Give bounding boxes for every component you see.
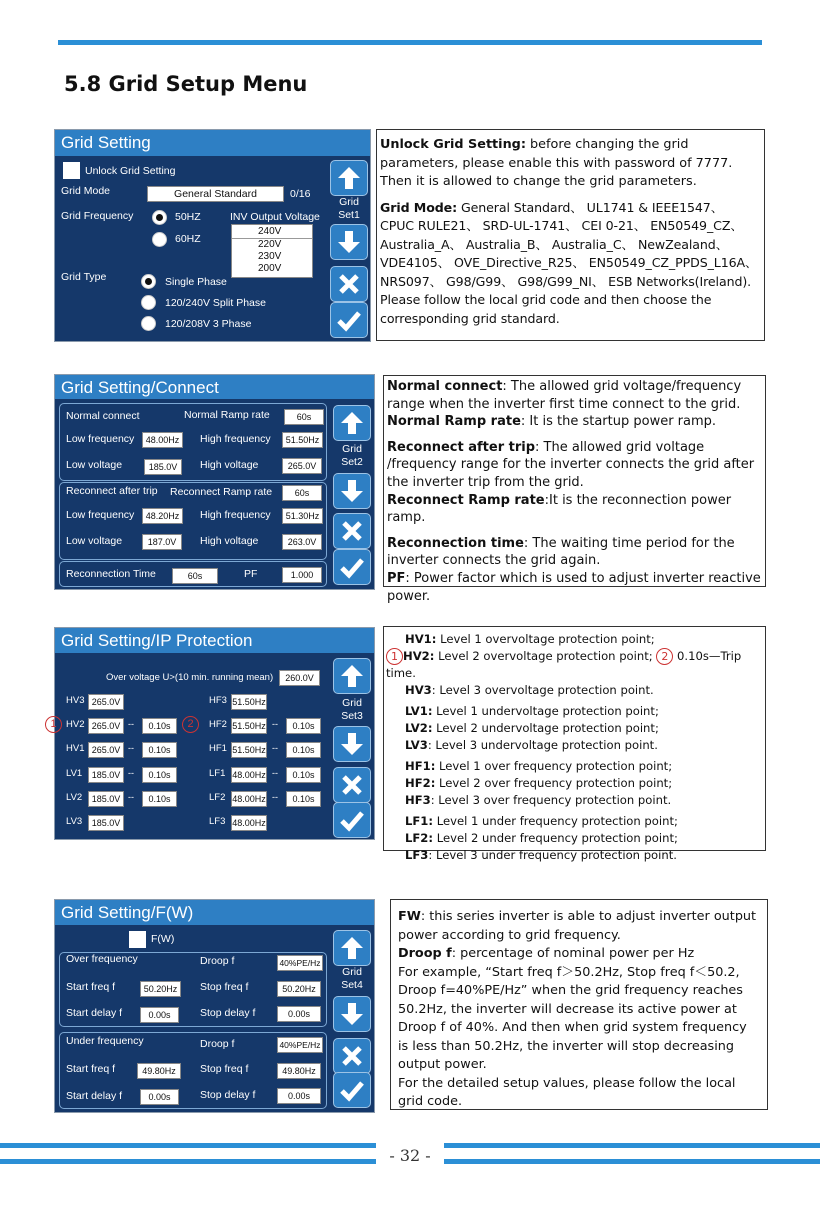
lf3-desc: : Level 3 under frequency protection point. <box>428 848 677 862</box>
ip-left-time[interactable]: 0.10s <box>142 767 177 783</box>
uf-stop-delay-label: Stop delay f <box>200 1089 256 1101</box>
reconnect-trip-term: Reconnect after trip <box>387 439 536 455</box>
droop-desc: : percentage of nominal power per Hz <box>451 946 695 961</box>
hv3-term: HV3 <box>405 683 432 697</box>
grid-frequency-label: Grid Frequency <box>61 210 134 222</box>
nc-low-freq-label: Low frequency <box>66 433 135 445</box>
lv2-desc: Level 2 undervoltage protection point; <box>432 721 659 735</box>
uf-start-freq-field[interactable]: 49.80Hz <box>137 1063 181 1079</box>
grid-connect-description <box>383 375 766 604</box>
reconnect-after-trip-label: Reconnect after trip <box>66 485 158 497</box>
screen-title: Grid Setting/IP Protection <box>55 628 374 653</box>
confirm-button[interactable] <box>333 1072 371 1108</box>
rc-high-freq-field[interactable]: 51.30Hz <box>282 508 323 524</box>
close-icon <box>339 518 365 544</box>
of-start-delay-field[interactable]: 0.00s <box>140 1007 179 1023</box>
hf2-desc: Level 2 over frequency protection point; <box>435 776 673 790</box>
ip-left-dash: -- <box>128 743 134 753</box>
uf-droop-field[interactable]: 40%PE/Hz <box>277 1037 323 1053</box>
set-label-bottom: Set1 <box>338 209 360 221</box>
ip-right-time[interactable]: 0.10s <box>286 718 321 734</box>
ip-left-time[interactable]: 0.10s <box>142 742 177 758</box>
ip-right-label: LF3 <box>209 816 226 827</box>
reconnection-time-label: Reconnection Time <box>66 568 156 580</box>
set-label-top: Grid <box>342 697 362 709</box>
uf-droop-label: Droop f <box>200 1038 235 1050</box>
side-controls <box>333 658 371 836</box>
rc-high-volt-field[interactable]: 263.0V <box>282 534 322 550</box>
of-start-delay-label: Start delay f <box>66 1007 123 1019</box>
ip-left-dash: -- <box>128 792 134 802</box>
nc-high-volt-label: High voltage <box>200 459 259 471</box>
check-icon <box>339 1077 365 1103</box>
rc-low-freq-label: Low frequency <box>66 509 135 521</box>
grid-connect-screen <box>54 374 375 590</box>
close-icon <box>336 271 362 297</box>
ip-left-label: HV1 <box>66 743 85 754</box>
ip-left-value[interactable]: 185.0V <box>88 791 124 807</box>
of-start-freq-field[interactable]: 50.20Hz <box>140 981 181 997</box>
normal-connect-label: Normal connect <box>66 410 140 422</box>
ip-right-label: HF3 <box>209 695 227 706</box>
normal-ramp-term: Normal Ramp rate <box>387 414 521 430</box>
confirm-button[interactable] <box>333 549 371 585</box>
ip-right-value[interactable]: 48.00Hz <box>231 815 267 831</box>
of-start-freq-label: Start freq f <box>66 981 116 993</box>
reconnection-time-desc: : The waiting time period for the inverter connects the grid again. <box>387 535 735 569</box>
unlock-checkbox[interactable] <box>63 162 80 179</box>
up-button[interactable] <box>333 405 371 441</box>
ip-right-time[interactable]: 0.10s <box>286 767 321 783</box>
arrow-down-icon <box>339 731 365 757</box>
single-phase-label: Single Phase <box>165 276 227 288</box>
ip-left-label: LV2 <box>66 792 83 803</box>
hv2-desc: Level 2 overvoltage protection point; <box>434 649 653 663</box>
arrow-up-icon <box>339 663 365 689</box>
ip-left-value[interactable]: 265.0V <box>88 742 124 758</box>
up-button[interactable] <box>330 160 368 196</box>
footer-rule-left-1 <box>0 1143 376 1148</box>
uf-stop-freq-field[interactable]: 49.80Hz <box>277 1063 321 1079</box>
hv1-desc: Level 1 overvoltage protection point; <box>436 632 655 646</box>
voltage-option[interactable]: 230V <box>258 251 282 262</box>
arrow-down-icon <box>339 1001 365 1027</box>
ip-protection-description <box>383 626 766 862</box>
ip-right-dash: -- <box>272 792 278 802</box>
top-rule <box>58 40 762 45</box>
rc-low-freq-field[interactable]: 48.20Hz <box>142 508 183 524</box>
ip-right-label: HF1 <box>209 743 227 754</box>
freq-60-label: 60HZ <box>175 233 201 245</box>
ip-left-value[interactable]: 265.0V <box>88 694 124 710</box>
lf3-term: LF3 <box>405 848 429 862</box>
split-phase-label: 120/240V Split Phase <box>165 297 266 309</box>
normal-ramp-field[interactable]: 60s <box>284 409 324 425</box>
pf-term: PF <box>387 570 406 586</box>
fw-example: For example, “Start freq f＞50.2Hz, Stop freq f＜50.2, Droop f=40%PE/Hz” when the grid frequency reaches 50.2Hz, the inverter will decrease its active power at Droop f of 40%. And then when grid system frequency is less than 50.2Hz, the inverter will stop decreasing output power. <box>398 964 747 1072</box>
reconnect-trip-desc: : The allowed grid voltage /frequency range for the inverter connects the grid after the inverter trip from the grid. <box>387 439 755 490</box>
over-voltage-label: Over voltage U>(10 min. running mean) <box>106 672 274 683</box>
down-button[interactable] <box>333 726 371 762</box>
freq-50-label: 50HZ <box>175 211 201 223</box>
voltage-dropdown[interactable] <box>231 224 313 278</box>
fw-term: FW <box>398 909 421 924</box>
rc-high-volt-label: High voltage <box>200 535 259 547</box>
three-phase-radio[interactable] <box>141 316 156 331</box>
hf2-term: HF2: <box>405 776 436 790</box>
up-button[interactable] <box>333 658 371 694</box>
lv1-desc: Level 1 undervoltage protection point; <box>432 704 659 718</box>
over-voltage-field[interactable]: 260.0V <box>279 670 320 686</box>
marker-2-text: 2 <box>656 648 673 665</box>
footer-rule-right-1 <box>444 1143 820 1148</box>
check-icon <box>339 807 365 833</box>
droop-term: Droop f <box>398 946 452 961</box>
hf3-desc: : Level 3 over frequency protection point. <box>430 793 672 807</box>
down-button[interactable] <box>330 224 368 260</box>
footer-rule-left-2 <box>0 1159 376 1164</box>
fw-description <box>390 899 768 1110</box>
nc-low-volt-field[interactable]: 185.0V <box>144 459 182 475</box>
normal-ramp-desc: : It is the startup power ramp. <box>520 414 717 430</box>
pf-desc: : Power factor which is used to adjust inverter reactive power. <box>387 570 761 604</box>
single-phase-radio[interactable] <box>141 274 156 289</box>
lf1-term: LF1: <box>405 814 434 828</box>
ip-protection-screen <box>54 627 375 840</box>
normal-connect-term: Normal connect <box>387 379 503 394</box>
confirm-button[interactable] <box>330 302 368 338</box>
ip-left-label: HV3 <box>66 695 85 706</box>
uf-stop-freq-label: Stop freq f <box>200 1063 249 1075</box>
uf-start-freq-label: Start freq f <box>66 1063 116 1075</box>
ip-right-dash: -- <box>272 768 278 778</box>
trip-time-note: 0.10s—Trip time. <box>386 649 742 680</box>
grid-setting-description <box>376 129 765 341</box>
footer-rule-right-2 <box>444 1159 820 1164</box>
ip-right-value[interactable]: 48.00Hz <box>231 791 267 807</box>
reconnection-time-term: Reconnection time <box>387 535 524 551</box>
nc-high-freq-field[interactable]: 51.50Hz <box>282 432 323 448</box>
ip-left-dash: -- <box>128 768 134 778</box>
side-controls <box>333 405 371 585</box>
side-controls <box>333 930 371 1108</box>
ip-left-value[interactable]: 265.0V <box>88 718 124 734</box>
ip-left-label: LV1 <box>66 768 83 779</box>
lv1-term: LV1: <box>405 704 433 718</box>
rc-high-freq-label: High frequency <box>200 509 271 521</box>
marker-1: 1 <box>45 716 62 733</box>
arrow-up-icon <box>336 165 362 191</box>
lv3-term: LV3 <box>405 738 428 752</box>
screen-title: Grid Setting/Connect <box>55 375 374 399</box>
ip-right-label: LF1 <box>209 768 226 779</box>
ip-left-label: LV3 <box>66 816 83 827</box>
ip-right-label: LF2 <box>209 792 226 803</box>
reconnect-ramp-term: Reconnect Ramp rate <box>387 492 545 508</box>
lf2-term: LF2: <box>405 831 434 845</box>
grid-setting-screen <box>54 129 371 342</box>
down-button[interactable] <box>333 996 371 1032</box>
of-droop-field[interactable]: 40%PE/Hz <box>277 955 323 971</box>
down-button[interactable] <box>333 473 371 509</box>
hv1-term: HV1: <box>405 632 437 646</box>
ip-right-dash: -- <box>272 719 278 729</box>
nc-low-volt-label: Low voltage <box>66 459 123 471</box>
rc-low-volt-label: Low voltage <box>66 535 123 547</box>
marker-2: 2 <box>182 716 199 733</box>
ip-right-dash: -- <box>272 743 278 753</box>
inv-output-voltage-label: INV Output Voltage <box>230 211 320 223</box>
set-label-bottom: Set4 <box>341 979 363 991</box>
under-frequency-label: Under frequency <box>66 1035 144 1047</box>
fw-detailed-note: For the detailed setup values, please follow the local grid code. <box>398 1075 736 1109</box>
section-title: 5.8 Grid Setup Menu <box>64 72 308 96</box>
ip-right-value[interactable]: 51.50Hz <box>231 742 267 758</box>
nc-low-freq-field[interactable]: 48.00Hz <box>142 432 183 448</box>
lf1-desc: Level 1 under frequency protection point; <box>433 814 678 828</box>
of-stop-freq-label: Stop freq f <box>200 981 249 993</box>
voltage-option[interactable]: 220V <box>258 239 282 250</box>
ip-left-dash: -- <box>128 719 134 729</box>
screen-title: Grid Setting <box>55 130 370 156</box>
arrow-down-icon <box>336 229 362 255</box>
ip-right-time[interactable]: 0.10s <box>286 742 321 758</box>
set-label-top: Grid <box>339 196 359 208</box>
unlock-desc: before changing the grid parameters, please enable this with password of 7777. Then it is allowed to change the grid parameters. <box>380 137 733 189</box>
pf-label: PF <box>244 568 258 580</box>
up-button[interactable] <box>333 930 371 966</box>
set-label-top: Grid <box>342 966 362 978</box>
grid-type-label: Grid Type <box>61 271 107 283</box>
ip-left-value[interactable]: 185.0V <box>88 815 124 831</box>
set-label-bottom: Set3 <box>341 710 363 722</box>
ip-left-time[interactable]: 0.10s <box>142 791 177 807</box>
ip-right-value[interactable]: 51.50Hz <box>231 694 267 710</box>
set-label-bottom: Set2 <box>341 456 363 468</box>
set-label-top: Grid <box>342 443 362 455</box>
lv2-term: LV2: <box>405 721 433 735</box>
ip-right-value[interactable]: 51.50Hz <box>231 718 267 734</box>
ip-right-label: HF2 <box>209 719 227 730</box>
fw-checkbox[interactable] <box>129 931 146 948</box>
close-icon <box>339 772 365 798</box>
lv3-desc: : Level 3 undervoltage protection point. <box>427 738 658 752</box>
lf2-desc: Level 2 under frequency protection point; <box>433 831 678 845</box>
three-phase-label: 120/208V 3 Phase <box>165 318 252 330</box>
nc-high-freq-label: High frequency <box>200 433 271 445</box>
grid-mode-label: Grid Mode <box>61 185 111 197</box>
ip-left-label: HV2 <box>66 719 85 730</box>
unlock-term: Unlock Grid Setting: <box>380 137 526 152</box>
pf-field[interactable]: 1.000 <box>282 567 322 583</box>
freq-50-radio[interactable] <box>152 210 167 225</box>
reconnection-time-field[interactable]: 60s <box>172 568 218 584</box>
cancel-button[interactable] <box>333 1038 371 1074</box>
close-icon <box>339 1043 365 1069</box>
cancel-button[interactable] <box>330 266 368 302</box>
marker-1-text: 1 <box>386 648 403 665</box>
ip-right-time[interactable]: 0.10s <box>286 791 321 807</box>
hf1-term: HF1: <box>405 759 436 773</box>
of-stop-freq-field[interactable]: 50.20Hz <box>277 981 321 997</box>
of-droop-label: Droop f <box>200 955 235 967</box>
of-stop-delay-field[interactable]: 0.00s <box>277 1006 321 1022</box>
rc-low-volt-field[interactable]: 187.0V <box>142 534 182 550</box>
uf-stop-delay-field[interactable]: 0.00s <box>277 1088 321 1104</box>
cancel-button[interactable] <box>333 513 371 549</box>
uf-start-delay-label: Start delay f <box>66 1090 123 1102</box>
hv3-desc: : Level 3 overvoltage protection point. <box>431 683 654 697</box>
hv2-term: HV2: <box>403 649 435 663</box>
fw-label: F(W) <box>151 933 175 945</box>
split-phase-radio[interactable] <box>141 295 156 310</box>
voltage-option[interactable]: 240V <box>232 225 312 239</box>
nc-high-volt-field[interactable]: 265.0V <box>282 458 322 474</box>
page-number: - 32 - <box>389 1146 431 1165</box>
check-icon <box>339 554 365 580</box>
normal-connect-desc: : The allowed grid voltage/frequency range when the inverter first time connect to the grid. <box>387 379 742 412</box>
normal-ramp-label: Normal Ramp rate <box>184 409 270 421</box>
screen-title: Grid Setting/F(W) <box>55 900 374 925</box>
fw-desc: : this series inverter is able to adjust inverter output power according to grid frequency. <box>398 909 757 943</box>
arrow-down-icon <box>339 478 365 504</box>
arrow-up-icon <box>339 410 365 436</box>
of-stop-delay-label: Stop delay f <box>200 1007 256 1019</box>
ip-right-value[interactable]: 48.00Hz <box>231 767 267 783</box>
grid-mode-select[interactable]: General Standard <box>147 186 284 202</box>
voltage-option[interactable]: 200V <box>258 263 282 274</box>
uf-start-delay-field[interactable]: 0.00s <box>140 1089 179 1105</box>
reconnect-ramp-desc: :It is the reconnection power ramp. <box>387 492 732 526</box>
hf3-term: HF3 <box>405 793 431 807</box>
cancel-button[interactable] <box>333 767 371 803</box>
check-icon <box>336 307 362 333</box>
ip-left-time[interactable]: 0.10s <box>142 718 177 734</box>
confirm-button[interactable] <box>333 802 371 838</box>
arrow-up-icon <box>339 935 365 961</box>
grid-mode-index: 0/16 <box>290 188 311 200</box>
unlock-label: Unlock Grid Setting <box>85 165 176 177</box>
over-frequency-label: Over frequency <box>66 953 138 965</box>
side-controls <box>330 160 368 338</box>
hf1-desc: Level 1 over frequency protection point; <box>435 759 673 773</box>
reconnect-ramp-field[interactable]: 60s <box>282 485 322 501</box>
freq-60-radio[interactable] <box>152 232 167 247</box>
ip-left-value[interactable]: 185.0V <box>88 767 124 783</box>
grid-mode-term: Grid Mode: <box>380 199 458 215</box>
fw-screen <box>54 899 375 1113</box>
reconnect-ramp-label: Reconnect Ramp rate <box>170 486 273 498</box>
grid-mode-desc: General Standard、 UL1741 & IEEE1547、 CPUC RULE21、 SRD-UL-1741、 CEI 0-21、 EN50549_CZ、 Australia_A、 Australia_B、 Australia_C、 NewZealand、 VDE4105、 OVE_Directive_R25、 EN50549_CZ_PPDS_L16A、 NRS097、 G98/G99、 G98/G99_NI、 ESB Networks(Ireland). Please follow the local grid code and then choose the corresponding grid standard. <box>380 199 758 326</box>
